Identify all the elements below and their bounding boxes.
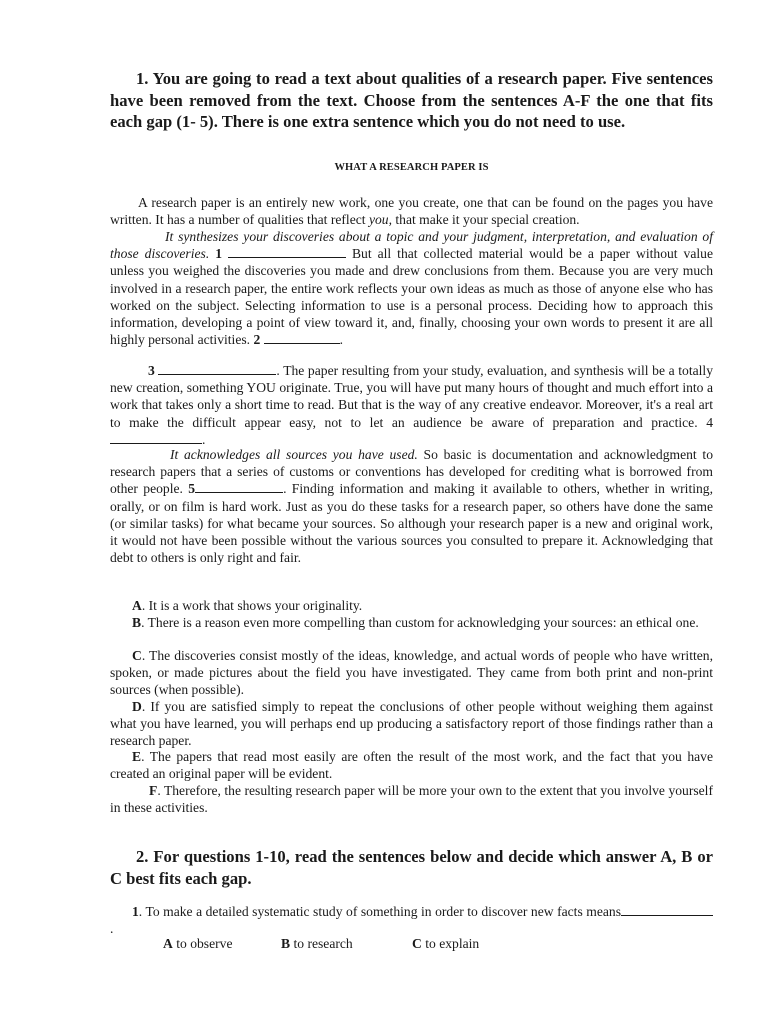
choice-a[interactable] — [163, 936, 232, 952]
option-b-letter: B — [132, 615, 142, 630]
option-f-letter: F — [149, 783, 158, 798]
document-title: WHAT A RESEARCH PAPER IS — [334, 162, 489, 173]
paragraph-4 — [110, 446, 713, 566]
paragraph-4-end: . Finding information and making it available to others, whether in writing, orally, or on film is hard work. Just as you do these tasks for a research paper, so others have done the same (or similar tasks) for what became your sources. So although your research paper is a new and original work, it would not have been possible without the various sources you consulted to prepare it. Acknowledging that debt to others is only right and fair. — [110, 481, 713, 566]
gap-4-blank[interactable] — [110, 432, 202, 444]
choice-a-text: to observe — [172, 936, 233, 951]
option-f-text: . Therefore, the resulting research paper will be more your own to the extent that you involve yourself in these activities. — [110, 783, 713, 816]
gap-3-number: 3 — [148, 363, 155, 378]
choice-c-letter: C — [412, 936, 422, 951]
question-1-text: . To make a detailed systematic study of something in order to discover new facts means — [138, 904, 621, 919]
paragraph-4-italic: It acknowledges all sources you have used. — [170, 447, 418, 462]
choice-c[interactable] — [412, 936, 479, 952]
gap-5-blank[interactable] — [195, 481, 283, 493]
question-1-number: 1 — [132, 904, 139, 919]
task2-heading — [110, 846, 713, 889]
paragraph-1-end: that make it your special creation. — [391, 212, 580, 228]
option-b-text: . There is a reason even more compelling than custom for acknowledging your sources: an ethical one. — [141, 615, 699, 630]
option-c-text: . The discoveries consist mostly of the ideas, knowledge, and actual words of people who have written, spoken, or made pictures about the field you have investigated. They came from both print and non-print sources (when possible). — [110, 648, 713, 698]
task2-instructions: For questions 1-10, read the sentences below and decide which answer A, B or C best fits each gap. — [110, 847, 713, 888]
choice-b-letter: B — [281, 936, 291, 951]
option-b — [110, 614, 713, 631]
option-e-text: . The papers that read most easily are often the result of the most work, and the fact that you have created an original paper will be evident. — [110, 749, 713, 782]
choice-c-text: to explain — [421, 936, 480, 951]
gap-1-number: 1 — [215, 246, 223, 262]
paragraph-4-text: So basic is documentation and acknowledgment to research papers that a series of customs or conventions has developed for crediting what is borrowed from other people. — [110, 447, 713, 497]
option-d-letter: D — [132, 699, 142, 714]
paragraph-1-you: you, — [368, 212, 392, 228]
option-d-text: . If you are satisfied simply to repeat the conclusions of other people without weighing them against what you have learned, you will perhaps end up producing a satisfactory report of those findings rather than a research paper. — [110, 699, 713, 749]
paragraph-3: 3 . The paper resulting from your study, evaluation, and synthesis will be a totally new creation, something YOU originate. True, you will have put many hours of thought and much effort into a work that takes only a short time to read. But that is the way of any creative endeavor. Moreover, it's a real art to make the difficult appear easy, not to let an audience be aware of preparation and practice. 4 . — [110, 363, 714, 447]
question-1-end: . — [110, 921, 114, 937]
choice-b-text: to research — [290, 936, 353, 951]
choice-b[interactable] — [281, 936, 353, 952]
option-d — [110, 698, 713, 750]
task1-heading — [110, 68, 713, 133]
task1-number: 1. — [136, 69, 149, 88]
paragraph-2-italic: It synthesizes your discoveries about a topic and your judgment, interpretation, and evaluation of those discoveries. — [110, 229, 713, 262]
question-1 — [110, 903, 713, 937]
gap-5-number: 5 — [188, 481, 196, 497]
option-c — [110, 647, 713, 699]
paragraph-3-text: . The paper resulting from your study, evaluation, and synthesis will be a totally new creation, something YOU originate. True, you will have put many hours of thought and much effort into a work that takes only a short time to read. But that is the way of any creative endeavor. Moreover, it's a real art to make the difficult appear easy, not to let an audience be aware of preparation and practice. 4 — [110, 363, 714, 430]
gap-2-blank[interactable] — [264, 332, 340, 344]
choice-a-letter: A — [163, 936, 173, 951]
task2-number: 2. — [136, 847, 149, 866]
option-a-letter: A — [132, 598, 142, 613]
option-f — [110, 782, 713, 816]
option-a — [110, 597, 713, 614]
gap-1-blank[interactable] — [228, 246, 346, 258]
task1-instructions: You are going to read a text about qualities of a research paper. Five sentences have been removed from the text. Choose from the sentences A-F the one that fits each gap (1- 5). There is one extra sentence which you do not need to use. — [110, 69, 713, 131]
paragraph-1 — [110, 194, 713, 228]
option-e — [110, 748, 713, 782]
option-e-letter: E — [132, 749, 142, 764]
paragraph-1-text: A research paper is an entirely new work, one you create, one that can be found on the pages you have written. It has a number of qualities that reflect — [110, 195, 713, 228]
option-c-letter: C — [132, 648, 142, 663]
gap-2-number: 2 — [253, 332, 261, 348]
paragraph-2-text: But all that collected material would be a paper without value unless you weighed the discoveries you made and drew conclusions from them. Because you are very much involved in a research paper, the entire work reflects your own ideas as much as those of anyone else who has worked on the subject. Selecting information to use is a personal process. Deciding how to approach this information, developing a point of view toward it, and, finally, choosing your own words to present it are all highly personal activities. — [110, 246, 713, 348]
gap-3-blank[interactable] — [158, 363, 276, 375]
paragraph-2: It synthesizes your discoveries about a topic and your judgment, interpretation, and evaluation of those discoveries. 1 But all that collected material would be a paper without value unless you weighed the discoveries you made and drew conclusions from them. Because you are very much involved in a research paper, the entire work reflects your own ideas as much as those of anyone else who has worked on the subject. Selecting information to use is a personal process. Deciding how to approach this information, developing a point of view toward it, and, finally, choosing your own words to present it are all highly personal activities. 2 . — [110, 229, 713, 348]
question-1-blank[interactable] — [621, 904, 713, 916]
option-a-text: . It is a work that shows your originality. — [141, 598, 363, 613]
